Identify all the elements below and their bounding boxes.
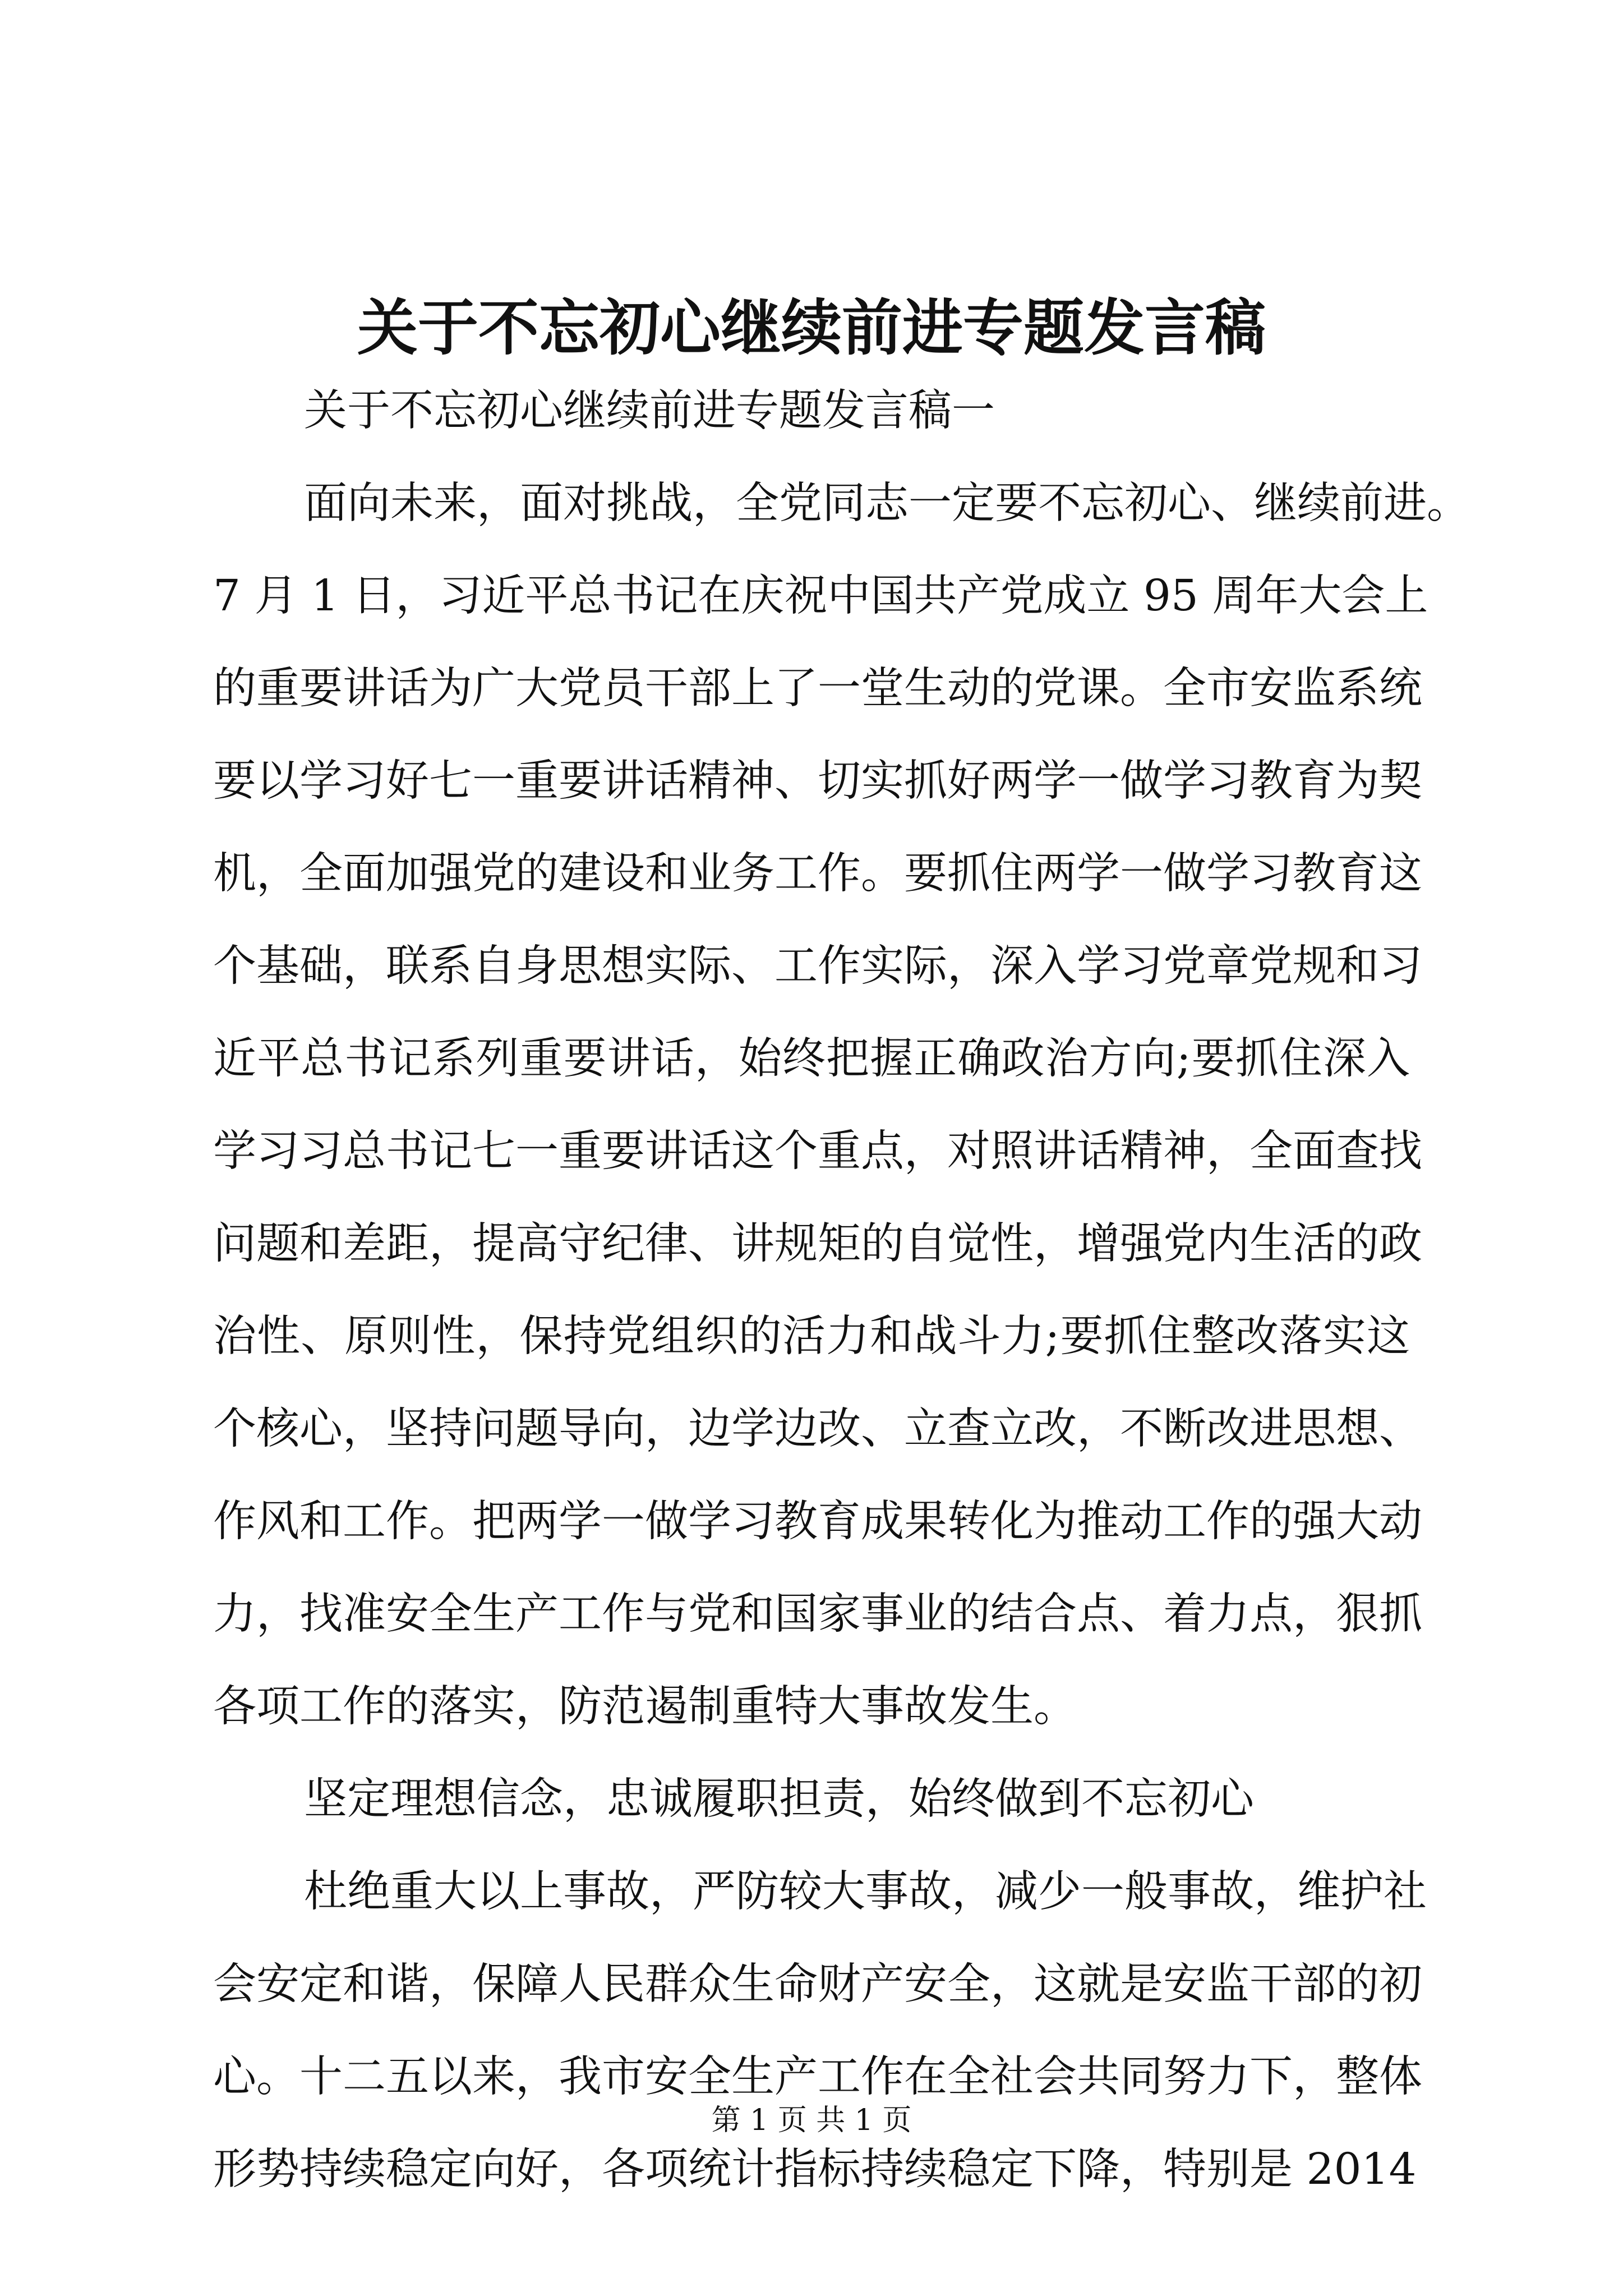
section-heading: 关于不忘初心继续前进专题发言稿一	[304, 386, 995, 436]
document-body	[213, 365, 1470, 2216]
paragraph-line: 力，找准安全生产工作与党和国家事业的结合点、着力点，狠抓	[213, 1589, 1422, 1639]
paragraph-line: 的重要讲话为广大党员干部上了一堂生动的党课。全市安监系统	[213, 664, 1422, 714]
paragraph-line: 学习习总书记七一重要讲话这个重点，对照讲话精神，全面查找	[213, 1126, 1422, 1176]
paragraph-line: 7 月 1 日，习近平总书记在庆祝中国共产党成立 95 周年大会上	[213, 571, 1428, 621]
paragraph-line: 会安定和谐，保障人民群众生命财产安全，这就是安监干部的初	[213, 1959, 1422, 2009]
paragraph-line: 形势持续稳定向好，各项统计指标持续稳定下降，特别是 2014	[213, 2145, 1417, 2194]
section-heading: 坚定理想信念，忠诚履职担责，始终做到不忘初心	[304, 1774, 1254, 1824]
paragraph-line: 作风和工作。把两学一做学习教育成果转化为推动工作的强大动	[213, 1497, 1422, 1547]
paragraph-line: 个基础，联系自身思想实际、工作实际，深入学习党章党规和习	[213, 941, 1422, 991]
paragraph-line: 近平总书记系列重要讲话，始终把握正确政治方向;要抓住深入	[213, 1034, 1410, 1084]
paragraph-line: 杜绝重大以上事故，严防较大事故，减少一般事故，维护社	[304, 1867, 1427, 1917]
paragraph-line: 各项工作的落实，防范遏制重特大事故发生。	[213, 1682, 1077, 1732]
paragraph-line: 治性、原则性，保持党组织的活力和战斗力;要抓住整改落实这	[213, 1312, 1410, 1361]
document-title: 关于不忘初心继续前进专题发言稿	[357, 293, 1266, 364]
paragraph-line: 个核心，坚持问题导向，边学边改、立查立改，不断改进思想、	[213, 1404, 1422, 1454]
paragraph-line: 心。十二五以来，我市安全生产工作在全社会共同努力下，整体	[213, 2052, 1422, 2102]
page-number: 第 1 页 共 1 页	[711, 2104, 912, 2137]
paragraph-line: 问题和差距，提高守纪律、讲规矩的自觉性，增强党内生活的政	[213, 1219, 1422, 1269]
paragraph-line: 要以学习好七一重要讲话精神、切实抓好两学一做学习教育为契	[213, 756, 1422, 806]
paragraph-line: 机，全面加强党的建设和业务工作。要抓住两学一做学习教育这	[213, 849, 1422, 899]
paragraph-line: 面向未来，面对挑战，全党同志一定要不忘初心、继续前进。	[304, 478, 1470, 528]
